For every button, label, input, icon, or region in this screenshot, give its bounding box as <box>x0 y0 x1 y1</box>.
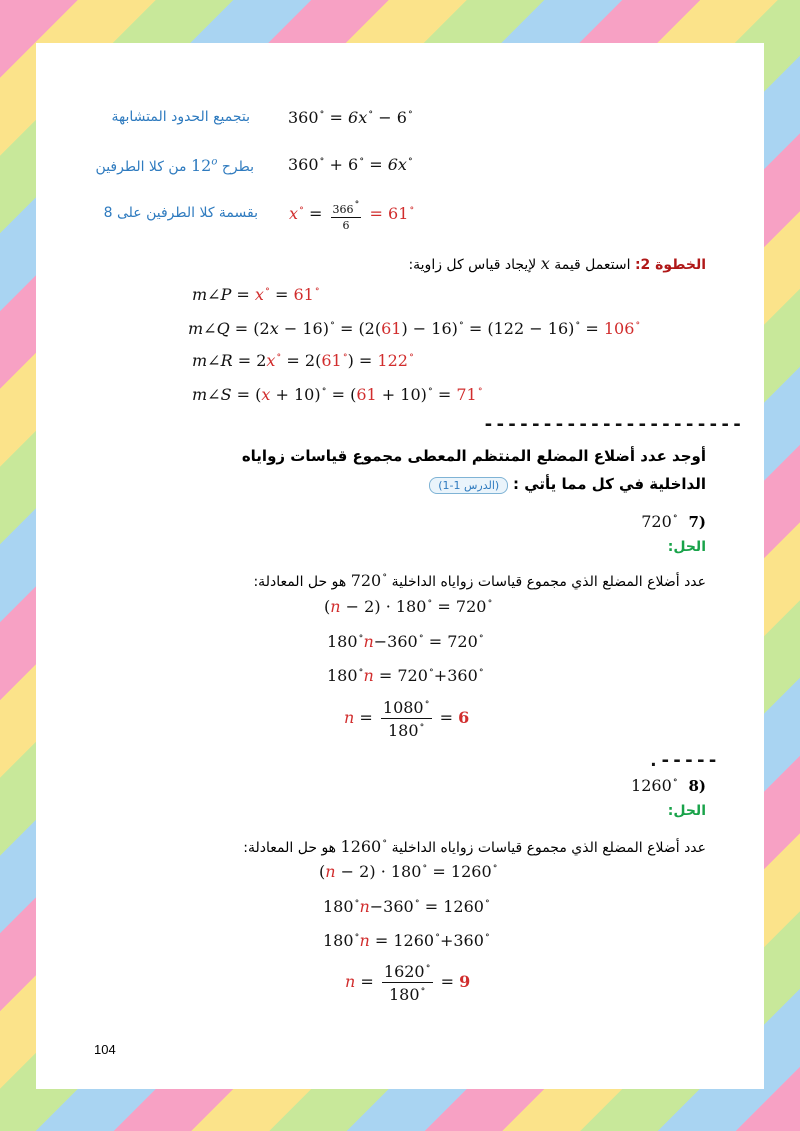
equation-divide: x∘ = $\frac{366\circ}{6}$ = 61∘ <box>289 197 415 232</box>
p8-eq4: n = $\frac{1620^\circ}{180^\circ}$ = 9 <box>345 961 471 1004</box>
page-number: 104 <box>94 1042 116 1057</box>
problem-7-header: 720∘ 7) <box>641 511 706 531</box>
section-divider: ---------------------- <box>483 414 744 435</box>
equation-combine: 360∘ = 6x∘ − 6∘ <box>288 107 413 127</box>
question-line-2: الداخلية في كل مما يأتي : (الدرس 1-1) <box>429 475 706 494</box>
p8-eq1: (n − 2) · 180∘ = 1260∘ <box>319 861 498 881</box>
note-combine-like-terms: بتجميع الحدود المتشابهة <box>111 109 250 125</box>
note-subtract: بطرح 12$^o$ من كلا الطرفين <box>95 156 254 175</box>
angle-s-equation: m∠S = (x + 10)∘ = (61 + 10)∘ = 71∘ <box>192 384 483 404</box>
page <box>36 43 764 1089</box>
angle-p-equation: m∠P = x∘ = 61∘ <box>192 284 320 304</box>
p7-eq2: 180∘n−360∘ = 720∘ <box>327 631 484 651</box>
p7-eq4: n = $\frac{1080^\circ}{180^\circ}$ = 6 <box>344 697 470 740</box>
problem-8-header: 1260∘ 8) <box>631 775 706 795</box>
p8-eq2: 180∘n−360∘ = 1260∘ <box>323 896 490 916</box>
question-line-1: أوجد عدد أضلاع المضلع المنتظم المعطى مجموع قياسات زواياه <box>241 447 706 465</box>
lesson-badge: (الدرس 1-1) <box>429 477 508 494</box>
step2-heading: الخطوة 2: استعمل قيمة x لإيجاد قياس كل زاوية: <box>408 254 706 273</box>
p7-eq1: (n − 2) · 180∘ = 720∘ <box>324 596 493 616</box>
equation-subtract: 360∘ + 6∘ = 6x∘ <box>288 154 413 174</box>
note-divide: بقسمة كلا الطرفين على 8 <box>103 205 258 221</box>
angle-r-equation: m∠R = 2x∘ = 2(61∘) = 122∘ <box>192 350 414 370</box>
p8-eq3: 180∘n = 1260∘+360∘ <box>323 930 490 950</box>
problem-7-solution-label: الحل: <box>667 539 706 555</box>
problem-7-intro: عدد أضلاع المضلع الذي مجموع قياسات زواياه الداخلية 720∘ هو حل المعادلة: <box>253 570 706 590</box>
short-divider: .----- <box>648 750 720 771</box>
problem-8-solution-label: الحل: <box>667 803 706 819</box>
problem-8-intro: عدد أضلاع المضلع الذي مجموع قياسات زواياه الداخلية 1260∘ هو حل المعادلة: <box>243 836 706 856</box>
p7-eq3: 180∘n = 720∘+360∘ <box>327 665 484 685</box>
angle-q-equation: m∠Q = (2x − 16)∘ = (2(61) − 16)∘ = (122 − 16)∘ = 106∘ <box>188 318 641 338</box>
